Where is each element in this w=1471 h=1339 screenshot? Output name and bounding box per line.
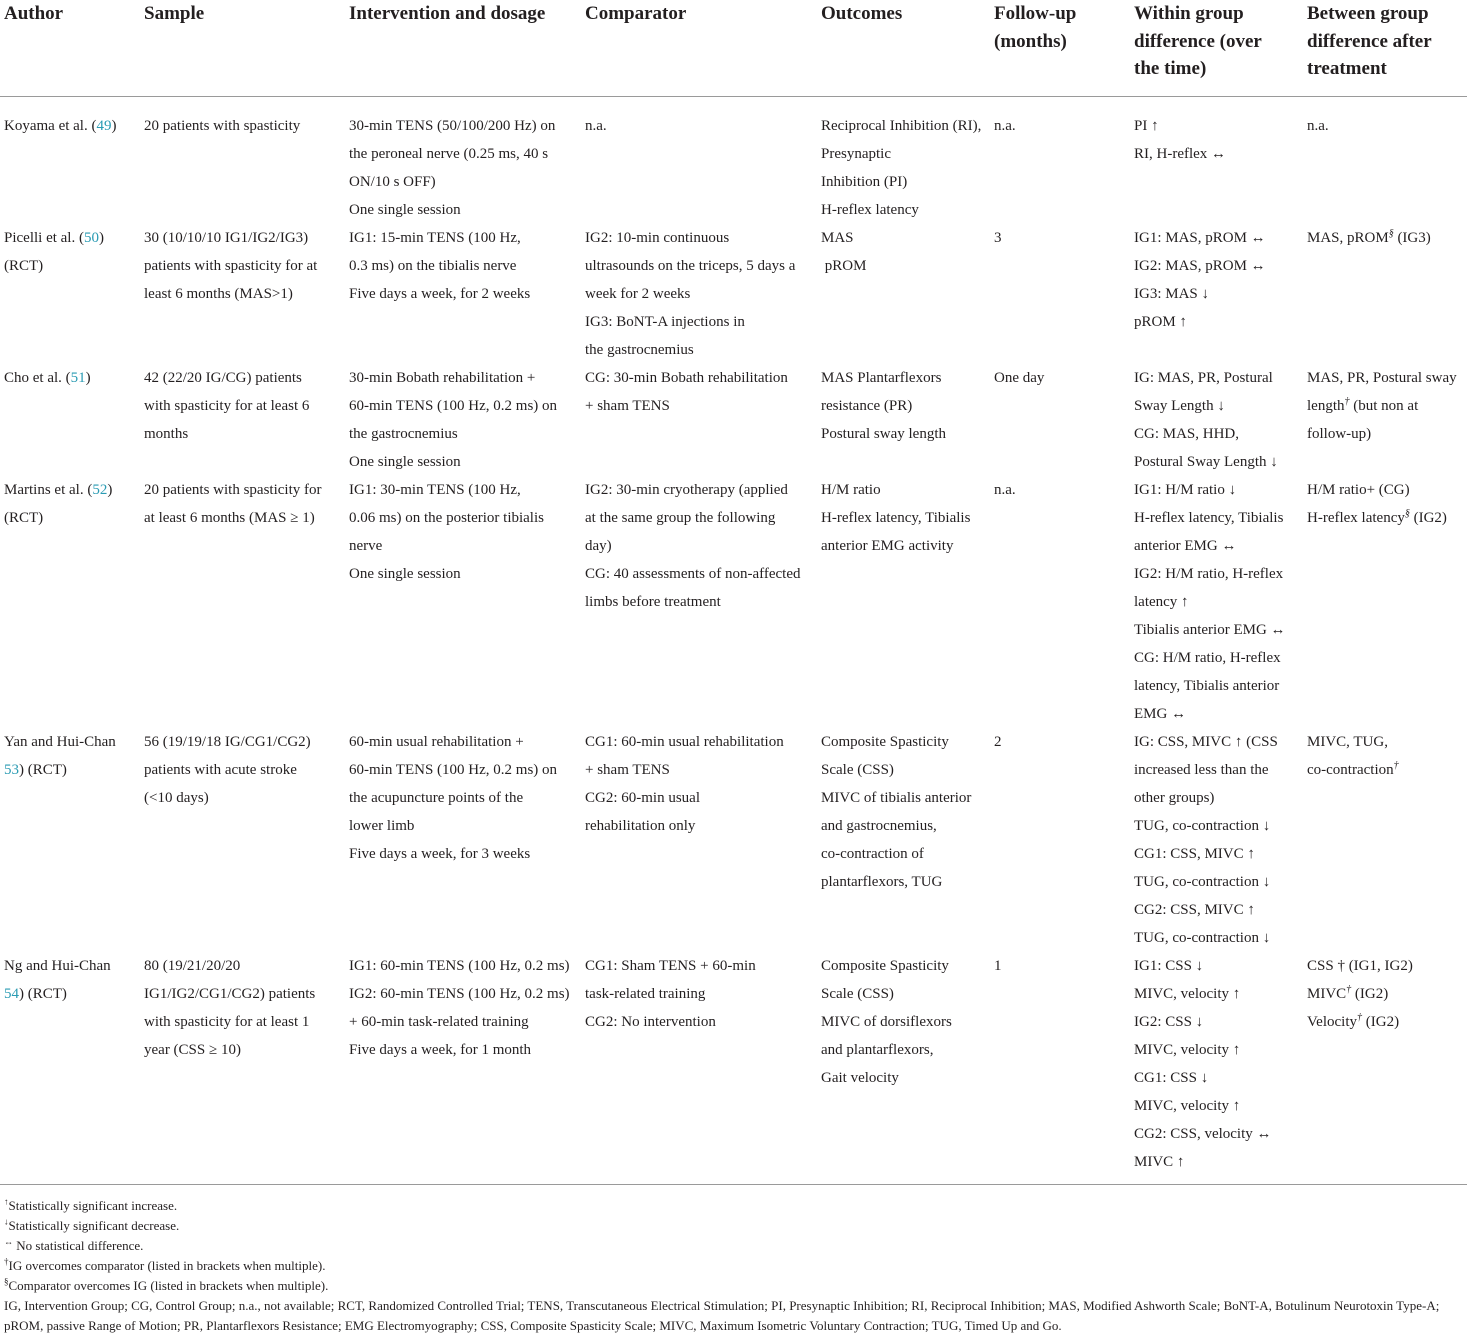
comparator-cell: CG1: 60-min usual rehabilitation + sham TENS CG2: 60-min usual rehabilitation only (585, 733, 784, 834)
followup-cell: One day (994, 369, 1045, 386)
up-arrow-icon: ↑ (4, 1196, 9, 1207)
outcomes-cell: Composite Spasticity Scale (CSS) MIVC of dorsiflexors and plantarflexors, Gait velocity (817, 952, 990, 1185)
footnote-comparator-overcomes: §Comparator overcomes IG (listed in brackets when multiple). (4, 1276, 329, 1293)
footnote-no-difference: ↔ No statistical difference. (4, 1236, 144, 1253)
intervention-cell: IG1: 15-min TENS (100 Hz, 0.3 ms) on the tibialis nerve Five days a week, for 2 weeks (349, 229, 531, 302)
comparator-cell: CG: 30-min Bobath rehabilitation + sham TENS (585, 369, 788, 414)
followup-cell: n.a. (994, 117, 1016, 134)
sample-cell: 56 (19/19/18 IG/CG1/CG2) patients with acute stroke (<10 days) (144, 733, 311, 806)
table-row (0, 364, 1467, 476)
table-row (0, 728, 1467, 952)
between-group-cell: H/M ratio+ (CG) H-reflex latency§ (IG2) (1307, 481, 1447, 526)
followup-cell: 3 (994, 229, 1002, 246)
sample-cell: 80 (19/21/20/20 IG1/IG2/CG1/CG2) patients with spasticity for at least 1 year (CSS ≥ 10) (140, 952, 345, 1185)
outcomes-cell: Reciprocal Inhibition (RI), Presynaptic Inhibition (PI) H-reflex latency (821, 117, 982, 218)
author-cell: Koyama et al. (49) (4, 117, 117, 134)
author-cell: Martins et al. (52) (RCT) (4, 481, 113, 526)
outcomes-cell: MAS pROM (821, 229, 867, 274)
between-group-cell: n.a. (1307, 117, 1329, 134)
footnote-increase: ↑Statistically significant increase. (4, 1196, 178, 1213)
intervention-cell: 30-min Bobath rehabilitation + 60-min TENS (100 Hz, 0.2 ms) on the gastrocnemius One single session (349, 369, 558, 470)
sample-cell: 20 patients with spasticity for at least 6 months (MAS ≥ 1) (144, 481, 322, 526)
intervention-cell: IG1: 60-min TENS (100 Hz, 0.2 ms) IG2: 60-min TENS (100 Hz, 0.2 ms) + 60-min task-related training Five days a week, for 1 month (345, 952, 581, 1185)
header-within-group: Within group difference (over the time) (1130, 0, 1303, 96)
sample-cell: 20 patients with spasticity (144, 117, 301, 134)
reference-link[interactable]: 53 (4, 761, 19, 778)
between-group-cell: MAS, PR, Postural sway length† (but non at follow-up) (1307, 369, 1457, 442)
header-followup: Follow-up (months) (990, 0, 1130, 96)
header-sample: Sample (140, 0, 345, 96)
within-group-cell: IG: CSS, MIVC ↑ (CSS increased less than the other groups) TUG, co-contraction ↓ CG1: CSS, MIVC ↑ TUG, co-contraction ↓ CG2: CSS, MIVC ↑ TUG, co-contraction ↓ (1134, 733, 1278, 946)
left-right-arrow-icon: ↔ (4, 1236, 13, 1247)
footnote-ig-overcomes: †IG overcomes comparator (listed in brackets when multiple). (4, 1256, 326, 1273)
table-row (0, 476, 1467, 728)
author-cell: Ng and Hui-Chan 54) (RCT) (0, 952, 140, 1185)
header-comparator: Comparator (581, 0, 817, 96)
followup-cell: n.a. (994, 481, 1016, 498)
reference-link[interactable]: 51 (70, 369, 86, 386)
reference-link[interactable]: 52 (92, 481, 108, 498)
author-cell: Yan and Hui-Chan 53) (RCT) (4, 733, 116, 778)
within-group-cell: IG1: MAS, pROM ↔ IG2: MAS, pROM ↔ IG3: MAS ↓ pROM ↑ (1134, 229, 1266, 330)
footnote-decrease: ↓Statistically significant decrease. (4, 1216, 180, 1233)
followup-cell: 1 (990, 952, 1130, 1185)
header-between-group: Between group difference after treatment (1303, 0, 1467, 96)
between-group-cell: MAS, pROM§ (IG3) (1307, 227, 1431, 246)
dagger-mark: † (1357, 1011, 1362, 1023)
section-mark: § (1404, 507, 1410, 519)
dagger-mark: † (1346, 983, 1352, 995)
within-group-cell: PI ↑ RI, H-reflex ↔ (1134, 117, 1227, 162)
intervention-cell: IG1: 30-min TENS (100 Hz, 0.06 ms) on the posterior tibialis nerve One single session (349, 481, 544, 582)
sample-cell: 42 (22/20 IG/CG) patients with spasticity for at least 6 months (144, 369, 310, 442)
between-group-cell: MIVC, TUG, co-contraction† (1307, 733, 1399, 778)
sample-cell: 30 (10/10/10 IG1/IG2/IG3) patients with spasticity for at least 6 months (MAS>1) (144, 229, 318, 302)
header-intervention: Intervention and dosage (345, 0, 581, 96)
within-group-cell: IG1: H/M ratio ↓ H-reflex latency, Tibialis anterior EMG ↔ IG2: H/M ratio, H-reflex latency ↑ Tibialis anterior EMG ↔ CG: H/M ratio, H-reflex latency, Tibialis anterior EMG ↔ (1134, 481, 1286, 722)
dagger-mark: † (4, 1256, 9, 1267)
down-arrow-icon: ↓ (4, 1216, 9, 1227)
header-row (0, 0, 1467, 96)
reference-link[interactable]: 49 (96, 117, 112, 134)
table-row (0, 224, 1467, 364)
outcomes-cell: MAS Plantarflexors resistance (PR) Postural sway length (821, 369, 946, 442)
comparator-cell: n.a. (585, 117, 607, 134)
dagger-mark: † (1393, 759, 1399, 771)
reference-link[interactable]: 54 (4, 985, 19, 1002)
intervention-cell: 60-min usual rehabilitation + 60-min TENS (100 Hz, 0.2 ms) on the acupuncture points of the lower limb Five days a week, for 3 weeks (349, 733, 558, 862)
comparator-cell: IG2: 30-min cryotherapy (applied at the same group the following day) CG: 40 assessments of non-affected limbs before treatment (585, 481, 801, 610)
within-group-cell: IG: MAS, PR, Postural Sway Length ↓ CG: MAS, HHD, Postural Sway Length ↓ (1134, 369, 1278, 470)
intervention-cell: 30-min TENS (50/100/200 Hz) on the peroneal nerve (0.25 ms, 40 s ON/10 s OFF) One single session (349, 117, 556, 218)
header-author: Author (0, 0, 140, 96)
dagger-mark: † (1344, 395, 1350, 407)
author-cell: Cho et al. (51) (4, 369, 91, 386)
between-group-cell: CSS † (IG1, IG2) MIVC† (IG2) Velocity† (IG2) (1303, 952, 1467, 1185)
table-row (0, 96, 1467, 224)
table-row (0, 952, 1467, 1185)
comparator-cell: IG2: 10-min continuous ultrasounds on the triceps, 5 days a week for 2 weeks IG3: BoNT-A injections in the gastrocnemius (585, 229, 796, 358)
outcomes-cell: H/M ratio H-reflex latency, Tibialis anterior EMG activity (821, 481, 971, 554)
header-outcomes: Outcomes (817, 0, 990, 96)
section-mark: § (1388, 227, 1394, 239)
section-mark: § (4, 1276, 9, 1287)
footnote-abbreviations: IG, Intervention Group; CG, Control Group; n.a., not available; RCT, Randomized Controlled Trial; TENS, Transcutaneous Electrical Stimulation; PI, Presynaptic Inhibition; RI, Reciprocal Inhibition; MAS, Modified Ashworth Scale; BoNT-A, Botulinum Neurotoxin Type-A; pROM, passive Range of Motion; PR, Plantarflexors Resistance; EMG Electromyography; CSS, Composite Spasticity Scale; MIVC, Maximum Isometric Voluntary Contraction; TUG, Timed Up and Go. (4, 1298, 1440, 1333)
followup-cell: 2 (994, 733, 1002, 750)
comparator-cell: CG1: Sham TENS + 60-min task-related training CG2: No intervention (581, 952, 817, 1185)
table-footnotes (4, 1196, 1466, 1336)
outcomes-cell: Composite Spasticity Scale (CSS) MIVC of tibialis anterior and gastrocnemius, co-contraction of plantarflexors, TUG (821, 733, 972, 890)
within-group-cell: IG1: CSS ↓ MIVC, velocity ↑ IG2: CSS ↓ MIVC, velocity ↑ CG1: CSS ↓ MIVC, velocity ↑ CG2: CSS, velocity ↔ MIVC ↑ (1130, 952, 1303, 1185)
reference-link[interactable]: 50 (83, 229, 99, 246)
author-cell: Picelli et al. (50) (RCT) (4, 229, 104, 274)
